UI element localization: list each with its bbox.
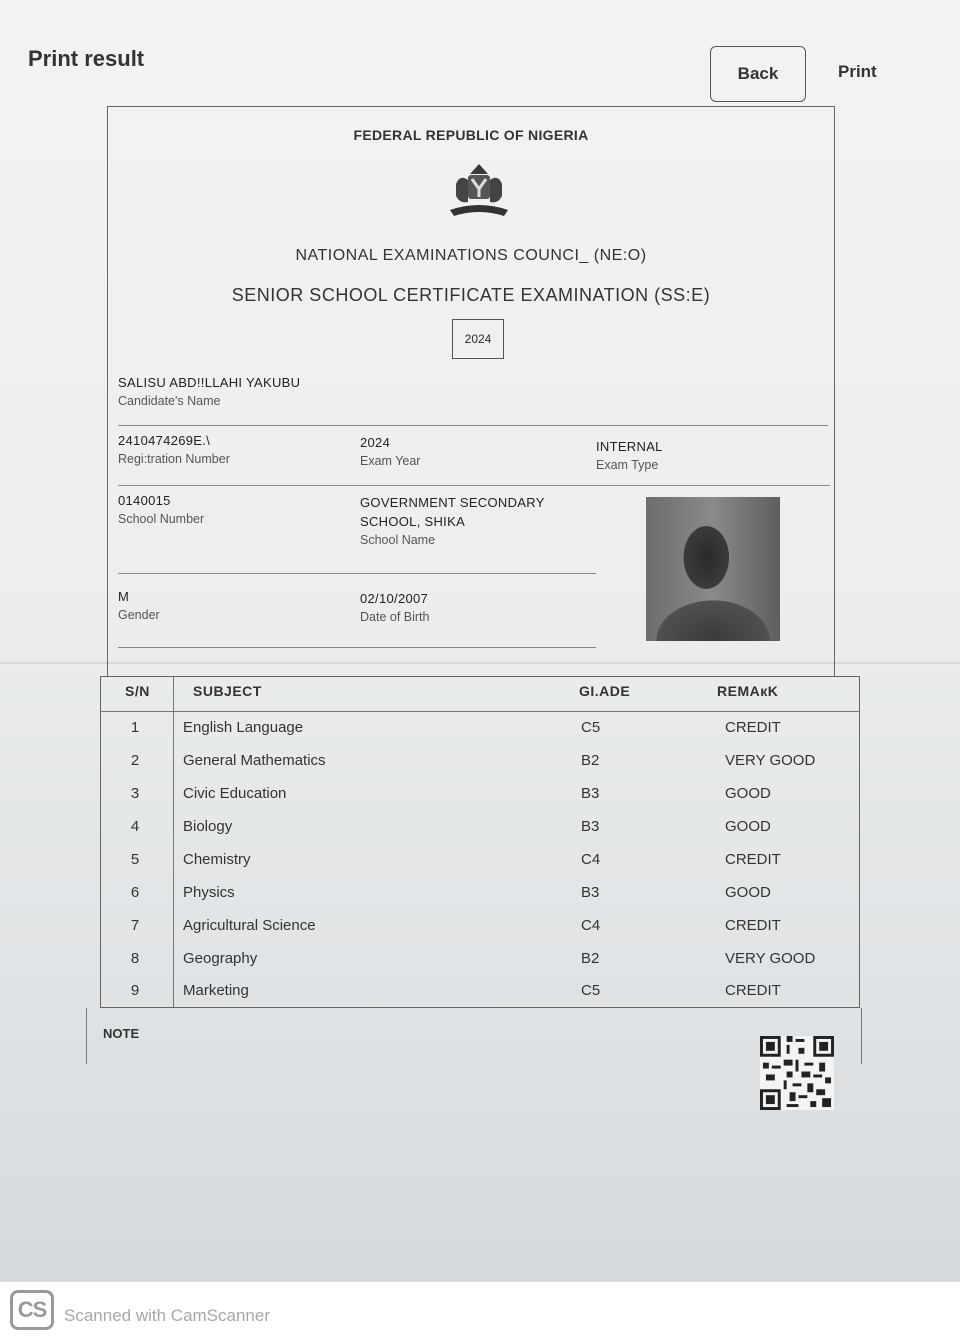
candidate-name-label: Candidate's Name bbox=[118, 394, 221, 408]
row-remark: GOOD bbox=[725, 818, 771, 835]
exam-year-label: Exam Year bbox=[360, 454, 421, 468]
scanner-watermark-text: Scanned with CamScanner bbox=[64, 1306, 271, 1325]
council-heading: NATIONAL EXAMINATIONS COUNCI_ (NE:O) bbox=[295, 247, 647, 264]
note-section bbox=[86, 1008, 862, 1064]
row-sn: 8 bbox=[130, 950, 140, 967]
divider bbox=[118, 485, 830, 486]
row-remark: GOOD bbox=[725, 785, 771, 802]
result-card bbox=[107, 106, 835, 676]
header-remark: REMAкK bbox=[717, 683, 779, 699]
dob-label: Date of Birth bbox=[360, 610, 430, 624]
row-remark: CREDIT bbox=[725, 917, 781, 934]
gender: M bbox=[118, 589, 130, 604]
exam-type-label: Exam Type bbox=[596, 458, 659, 472]
row-subject: Physics bbox=[183, 884, 235, 901]
exam-heading: SENIOR SCHOOL CERTIFICATE EXAMINATION (SS:E) bbox=[231, 285, 711, 305]
row-remark: GOOD bbox=[725, 884, 771, 901]
dob-field bbox=[360, 589, 429, 624]
header-sn: S/N bbox=[125, 683, 150, 699]
exam-year: 2024 bbox=[360, 435, 391, 450]
school-name-line1: GOVERNMENT SECONDARY bbox=[360, 495, 545, 510]
school-number-label: School Number bbox=[118, 512, 205, 526]
note-label: NOTE bbox=[103, 1026, 140, 1041]
registration-number: 2410474269E.\ bbox=[118, 433, 211, 448]
row-grade: C4 bbox=[581, 917, 601, 934]
row-remark: CREDIT bbox=[725, 719, 781, 736]
row-sn: 2 bbox=[130, 752, 140, 769]
table-row bbox=[101, 752, 859, 785]
divider bbox=[118, 573, 596, 574]
school-number-field bbox=[118, 491, 204, 526]
page-title: Print result bbox=[28, 46, 145, 71]
row-sn: 9 bbox=[130, 982, 140, 999]
row-grade: B3 bbox=[581, 785, 600, 802]
gender-field bbox=[118, 587, 160, 622]
row-subject: Geography bbox=[183, 950, 258, 967]
registration-label: Regi:tration Number bbox=[118, 452, 230, 466]
row-remark: VERY GOOD bbox=[725, 752, 816, 769]
header-subject: SUBJECT bbox=[193, 683, 262, 699]
gender-label: Gender bbox=[118, 608, 160, 622]
row-subject: English Language bbox=[183, 719, 304, 736]
row-sn: 3 bbox=[130, 785, 140, 802]
row-sn: 4 bbox=[130, 818, 140, 835]
row-sn: 1 bbox=[130, 719, 140, 736]
row-subject: Agricultural Science bbox=[183, 917, 316, 934]
table-row bbox=[101, 785, 859, 818]
row-grade: B3 bbox=[581, 818, 600, 835]
row-remark: VERY GOOD bbox=[725, 950, 816, 967]
subjects-table bbox=[100, 676, 860, 1008]
header-divider bbox=[101, 711, 859, 712]
row-sn: 5 bbox=[130, 851, 140, 868]
camscanner-logo: CS bbox=[10, 1290, 54, 1330]
exam-year-field bbox=[360, 433, 420, 468]
table-row bbox=[101, 917, 859, 950]
row-grade: C5 bbox=[581, 982, 601, 999]
divider bbox=[118, 647, 596, 648]
candidate-photo bbox=[646, 497, 780, 641]
print-button[interactable]: Print bbox=[838, 62, 877, 81]
header-grade: GI.ADE bbox=[579, 683, 631, 699]
coat-of-arms-icon bbox=[446, 162, 512, 220]
registration-field bbox=[118, 431, 230, 466]
exam-type: INTERNAL bbox=[596, 439, 663, 454]
row-grade: B2 bbox=[581, 950, 600, 967]
row-grade: B3 bbox=[581, 884, 600, 901]
row-grade: B2 bbox=[581, 752, 600, 769]
school-name-line2: SCHOOL, SHIKA bbox=[360, 514, 466, 529]
candidate-name-field bbox=[118, 373, 300, 408]
table-row bbox=[101, 884, 859, 917]
divider bbox=[118, 425, 828, 426]
exam-type-field bbox=[596, 437, 663, 472]
row-sn: 7 bbox=[130, 917, 140, 934]
year-badge: 2024 bbox=[452, 319, 504, 359]
row-grade: C5 bbox=[581, 719, 601, 736]
row-sn: 6 bbox=[130, 884, 140, 901]
row-subject: Marketing bbox=[183, 982, 249, 999]
row-subject: Civic Education bbox=[183, 785, 287, 802]
table-row bbox=[101, 818, 859, 851]
row-subject: General Mathematics bbox=[183, 752, 326, 769]
school-number: 0140015 bbox=[118, 493, 171, 508]
table-row bbox=[101, 719, 859, 752]
row-subject: Chemistry bbox=[183, 851, 251, 868]
table-row bbox=[101, 851, 859, 884]
row-subject: Biology bbox=[183, 818, 233, 835]
candidate-name: SALISU ABD!!LLAHI YAKUBU bbox=[118, 375, 301, 390]
school-name-field bbox=[360, 493, 545, 547]
table-row bbox=[101, 950, 859, 983]
back-button[interactable]: Back bbox=[710, 46, 806, 102]
school-name-label: School Name bbox=[360, 533, 436, 547]
qr-code-icon bbox=[760, 1036, 834, 1110]
row-remark: CREDIT bbox=[725, 982, 781, 999]
country-heading: FEDERAL REPUBLIC OF NIGERIA bbox=[353, 127, 589, 143]
date-of-birth: 02/10/2007 bbox=[360, 591, 429, 606]
scanner-watermark-bar bbox=[0, 1282, 960, 1344]
row-grade: C4 bbox=[581, 851, 601, 868]
row-remark: CREDIT bbox=[725, 851, 781, 868]
